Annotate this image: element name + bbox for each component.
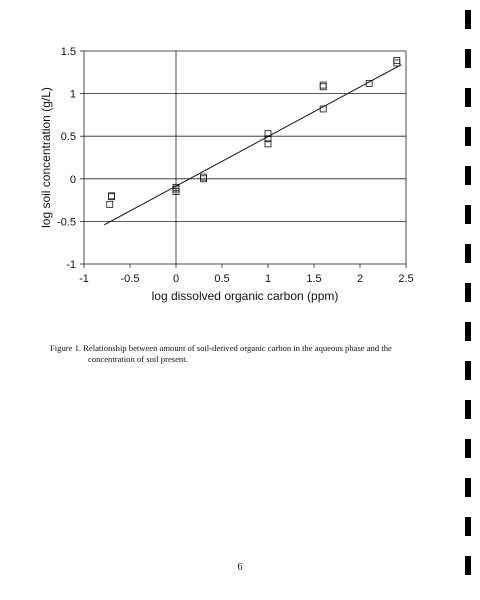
binding-mark-4 (465, 166, 471, 185)
regression-line (104, 65, 401, 225)
binding-mark-10 (465, 400, 471, 419)
y-axis-title: log soil concentration (g/L) (39, 87, 53, 228)
x-tick-label-5: 1.5 (306, 273, 322, 285)
binding-mark-9 (465, 361, 471, 380)
data-point-15 (394, 60, 400, 66)
x-axis-ticks (79, 264, 414, 285)
y-axis-ticks (57, 46, 84, 271)
binding-mark-14 (465, 556, 471, 575)
binding-marks (465, 10, 475, 600)
binding-mark-1 (465, 49, 471, 68)
y-tick-label-5: 1.5 (60, 46, 76, 58)
x-tick-label-7: 2.5 (398, 273, 414, 285)
x-tick-label-6: 2 (356, 273, 364, 285)
x-tick-label-0: -1 (79, 273, 89, 285)
x-tick-label-3: 0.5 (214, 273, 230, 285)
binding-mark-11 (465, 439, 471, 458)
x-axis-title: log dissolved organic carbon (ppm) (151, 289, 339, 303)
binding-mark-6 (465, 244, 471, 263)
x-tick-label-2: 0 (172, 273, 180, 285)
data-point-16 (394, 57, 400, 63)
binding-mark-5 (465, 205, 471, 224)
y-tick-label-0: -1 (66, 259, 76, 271)
x-tick-label-4: 1 (264, 273, 272, 285)
binding-mark-0 (465, 10, 471, 29)
page-number: 6 (237, 562, 243, 573)
binding-mark-7 (465, 283, 471, 302)
caption-line-1: Figure 1. Relationship between amount of soil-derived organic carbon in the aqueous phase and the (50, 343, 392, 353)
binding-mark-8 (465, 322, 471, 341)
y-tick-label-1: -0.5 (57, 216, 76, 229)
grid-lines (84, 94, 406, 222)
data-points (107, 57, 400, 207)
y-tick-label-2: 0 (69, 173, 76, 186)
binding-mark-13 (465, 517, 471, 536)
binding-mark-2 (465, 88, 471, 107)
x-tick-label-1: -0.5 (120, 273, 140, 285)
plot-area (84, 51, 406, 264)
data-point-13 (320, 82, 326, 88)
binding-mark-3 (465, 127, 471, 146)
y-tick-label-3: 0.5 (60, 131, 76, 144)
y-tick-label-4: 1 (69, 88, 76, 101)
caption-line-2: concentration of soil present. (88, 354, 188, 364)
figure-caption (50, 343, 445, 365)
data-point-2 (107, 201, 113, 207)
binding-mark-12 (465, 478, 471, 497)
fit-line (104, 65, 401, 225)
data-point-12 (320, 84, 326, 90)
